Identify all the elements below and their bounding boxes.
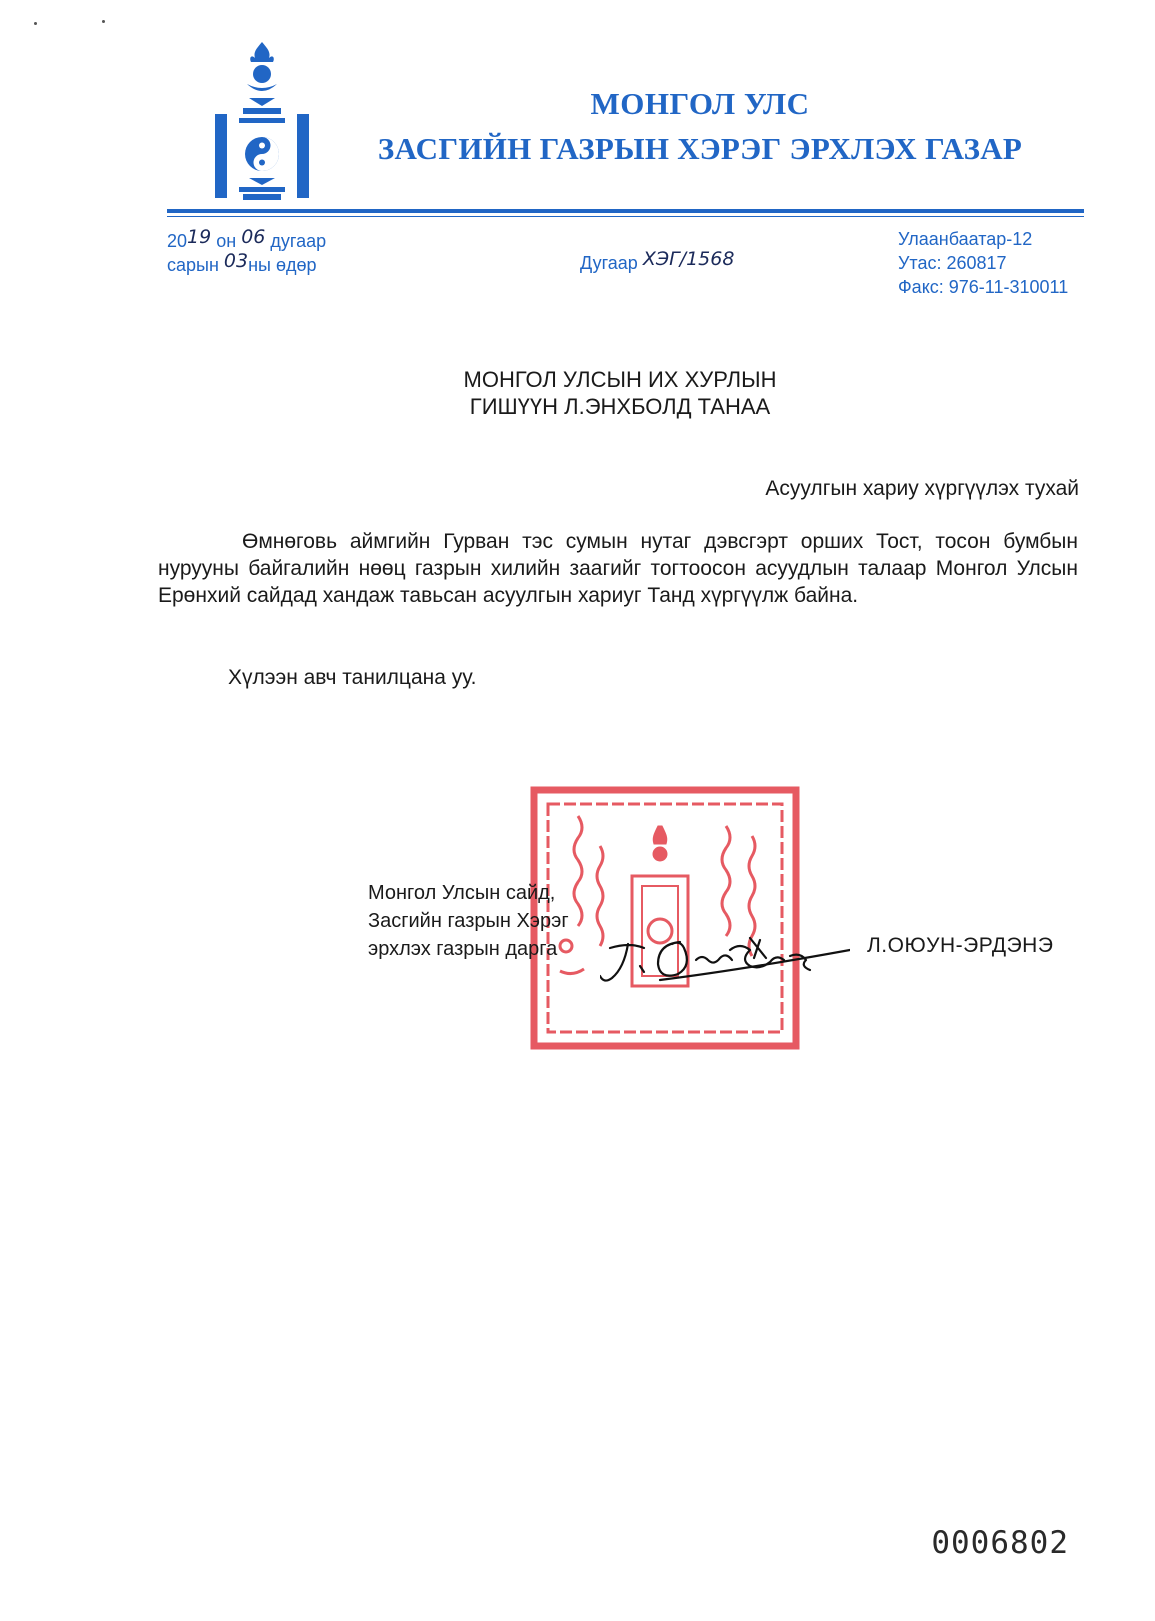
month-label: сарын <box>167 255 219 275</box>
soyombo-emblem-icon <box>215 40 309 202</box>
recipient <box>300 366 940 420</box>
fax: Факс: 976-11-310011 <box>898 277 1069 297</box>
recipient-line2: ГИШҮҮН Л.ЭНХБОЛД ТАНАА <box>469 394 771 419</box>
signatory-name: Л.ОЮУН-ЭРДЭНЭ <box>867 934 1054 957</box>
signatory-title-line3: эрхлэх газрын дарга <box>368 938 558 960</box>
phone: Утас: 260817 <box>898 253 1007 273</box>
day-suffix: ны өдөр <box>248 255 317 275</box>
handwritten-signature <box>600 930 850 1000</box>
year-handwritten: 19 <box>187 226 212 248</box>
address: Улаанбаатар-12 <box>898 229 1033 249</box>
document-serial-number: 0006802 <box>931 1525 1069 1561</box>
day-handwritten: 03 <box>223 250 249 272</box>
header-divider-thin <box>167 216 1084 217</box>
letter-date <box>167 226 327 277</box>
org-country: МОНГОЛ УЛС <box>590 86 810 121</box>
header-divider <box>167 209 1084 213</box>
signatory-title-line2: Засгийн газрын Хэрэг <box>368 910 569 932</box>
letter-closing: Хүлээн авч танилцана уу. <box>228 666 477 689</box>
number-handwritten: ХЭГ/1568 <box>642 248 735 270</box>
signatory-title-line1: Монгол Улсын сайд, <box>368 882 556 904</box>
number-label: Дугаар <box>580 253 638 273</box>
scan-speck <box>34 22 37 25</box>
official-seal-stamp <box>530 786 800 1050</box>
signatory-title <box>368 879 569 963</box>
contact-info <box>898 227 1068 299</box>
letter-subject: Асуулгын хариу хүргүүлэх тухай <box>765 477 1079 500</box>
date-prefix: 20 <box>167 231 188 251</box>
letter-body: Өмнөговь аймгийн Гурван тэс сумын нутаг дэвсгэрт орших Тост, тосон бумбын нурууны байгалийн нөөц газрын хилийн заагийг тогтоосон асуудлын талаар Монгол Улсын Ерөнхий сайдад хандаж тавьсан асуулгын хариуг Танд хүргүүлж байна. <box>158 530 1078 607</box>
month-handwritten: 06 <box>241 226 266 248</box>
recipient-line1: МОНГОЛ УЛСЫН ИХ ХУРЛЫН <box>463 367 777 392</box>
year-suffix: он <box>216 231 237 251</box>
scan-speck <box>102 20 105 23</box>
letter-number <box>580 248 735 275</box>
org-name: ЗАСГИЙН ГАЗРЫН ХЭРЭГ ЭРХЛЭХ ГАЗАР <box>377 131 1023 166</box>
month-suffix: дугаар <box>270 231 327 251</box>
